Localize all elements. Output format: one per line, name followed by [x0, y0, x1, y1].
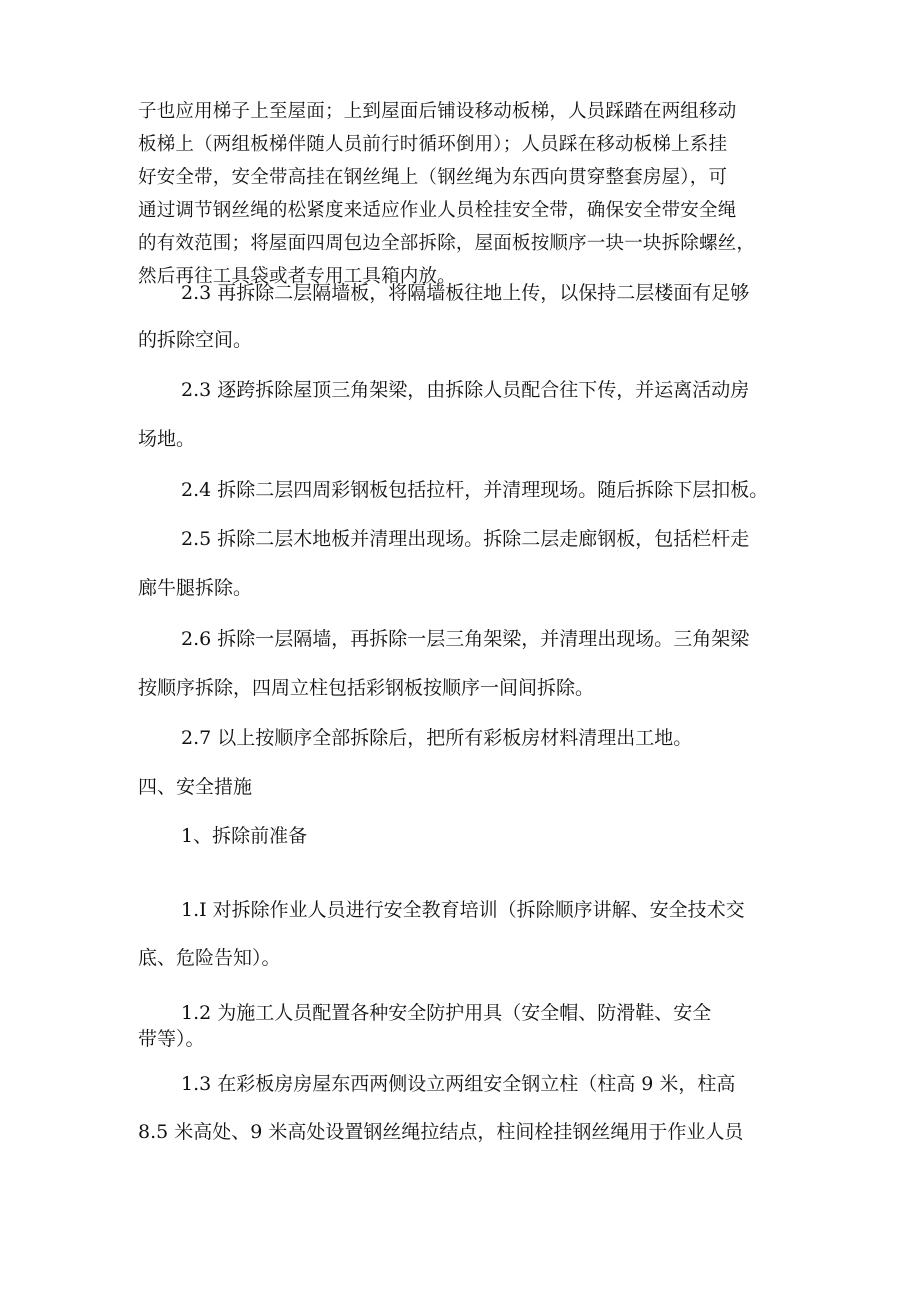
body-text-line: 子也应用梯子上至屋面；上到屋面后铺设移动板梯，人员踩踏在两组移动: [138, 101, 737, 122]
paragraph-2-3b-line: 场地。: [138, 428, 196, 450]
paragraph-1-2-line: 1.2 为施工人员配置各种安全防护用具（安全帽、防滑鞋、安全: [181, 1002, 712, 1024]
subsection-heading: 1、拆除前准备: [181, 825, 308, 847]
paragraph-2-6-line: 按顺序拆除，四周立柱包括彩钢板按顺序一间间拆除。: [138, 677, 595, 699]
paragraph-1-1-line: 1.I 对拆除作业人员进行安全教育培训（拆除顺序讲解、安全技术交: [181, 899, 745, 921]
paragraph-2-7-line: 2.7 以上按顺序全部拆除后，把所有彩板房材料清理出工地。: [181, 727, 693, 749]
paragraph-1-3-line: 1.3 在彩板房房屋东西两侧设立两组安全钢立柱（柱高 9 米，柱高: [181, 1073, 736, 1095]
body-text-line: 的有效范围；将屋面四周包边全部拆除，屋面板按顺序一块一块拆除螺丝，: [138, 233, 756, 254]
paragraph-2-3b-line: 2.3 逐跨拆除屋顶三角架梁，由拆除人员配合往下传，并运离活动房: [181, 379, 750, 401]
paragraph-1-3-line: 8.5 米高处、9 米高处设置钢丝绳拉结点，柱间栓挂钢丝绳用于作业人员: [138, 1121, 744, 1143]
body-text-line: 然后再往工具袋或者专用工具箱内放。: [138, 266, 456, 287]
paragraph-2-5-line: 2.5 拆除二层木地板并清理出现场。拆除二层走廊钢板，包括栏杆走: [181, 528, 750, 550]
section-heading: 四、安全措施: [138, 776, 253, 798]
body-text-line: 好安全带，安全带高挂在钢丝绳上（钢丝绳为东西向贯穿整套房屋），可: [138, 167, 728, 188]
paragraph-1-2-line: 带等）。: [138, 1028, 205, 1050]
paragraph-2-5-line: 廊牛腿拆除。: [138, 577, 253, 599]
paragraph-2-3a-line: 的拆除空间。: [138, 329, 253, 351]
paragraph-2-3a-line: 2.3 再拆除二层隔墙板，将隔墙板往地上传，以保持二层楼面有足够: [181, 282, 750, 304]
paragraph-1-1-line: 底、危险告知）。: [138, 947, 281, 969]
paragraph-2-6-line: 2.6 拆除一层隔墙，再拆除一层三角架梁，并清理出现场。三角架梁: [181, 628, 750, 650]
paragraph-2-4-line: 2.4 拆除二层四周彩钢板包括拉杆，并清理现场。随后拆除下层扣板。: [181, 479, 769, 501]
body-text-line: 板梯上（两组板梯伴随人员前行时循环倒用）；人员踩在移动板梯上系挂: [138, 134, 728, 155]
body-text-line: 通过调节钢丝绳的松紧度来适应作业人员栓挂安全带，确保安全带安全绳: [138, 200, 737, 221]
